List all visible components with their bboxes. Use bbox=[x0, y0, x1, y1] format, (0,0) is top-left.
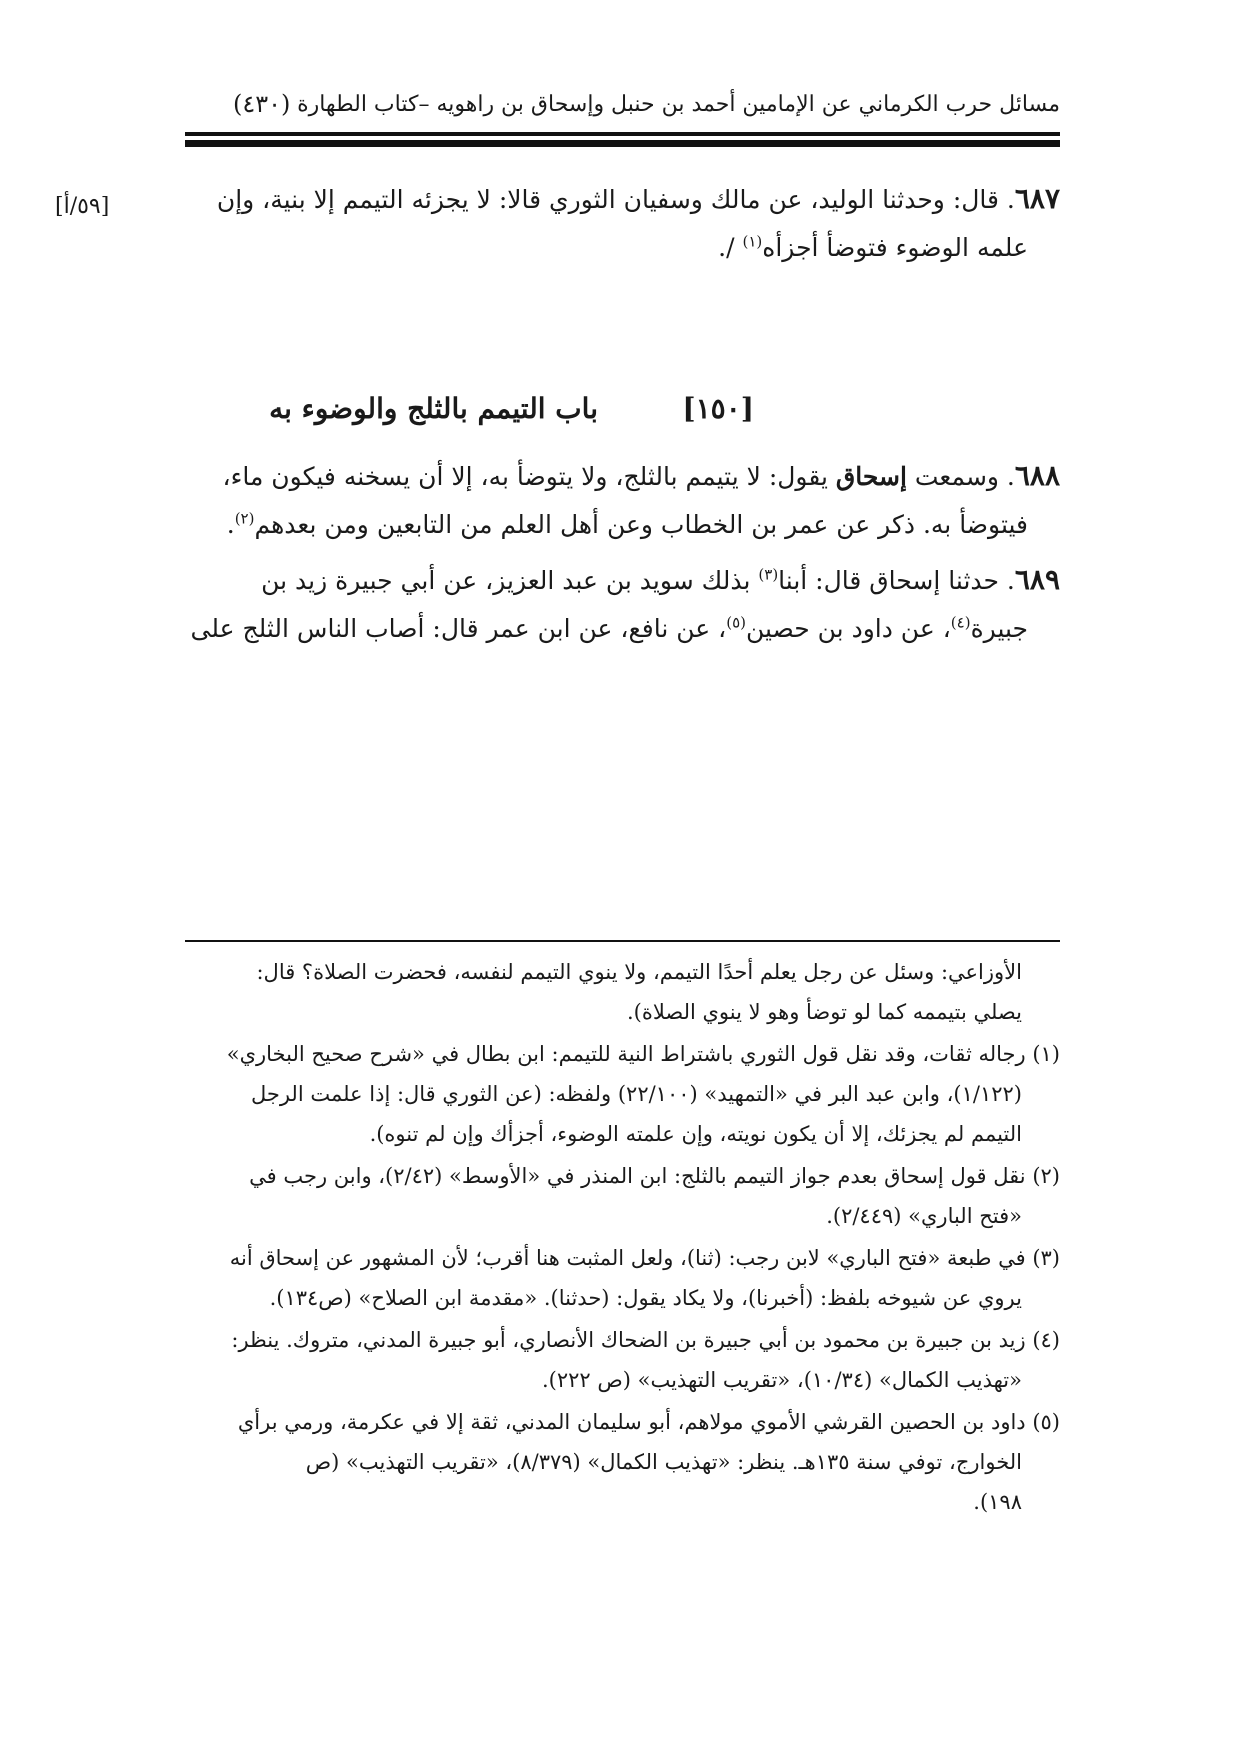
bold-name: إسحاق bbox=[835, 462, 907, 491]
paragraph-687 bbox=[185, 175, 1060, 272]
paragraph-687-line-2: علمه الوضوء فتوضأ أجزأه$^{(١)}$ /. bbox=[718, 232, 1028, 262]
paragraph-688 bbox=[185, 452, 1060, 549]
footnote-5: (٥) داود بن الحصين القرشي الأموي مولاهم، أبو سليمان المدني، ثقة إلا في عكرمة، ورمي برأي الخوارج، توفي سنة ١٣٥هـ. ينظر: «تهذيب الكمال» (٨/٣٧٩)، «تقريب التهذيب» (ص ١٩٨). bbox=[237, 1410, 1060, 1514]
paragraph-688-line-2: فيتوضأ به. ذكر عن عمر بن الخطاب وعن أهل العلم من التابعين ومن بعدهم$^{(٢)}$. bbox=[226, 509, 1028, 539]
footnote-ref-4: (٤) bbox=[950, 613, 971, 632]
running-header bbox=[185, 88, 1060, 128]
page-number: (٤٣٠) bbox=[233, 90, 291, 118]
footnote-continuation: الأوزاعي: وسئل عن رجل يعلم أحدًا التيمم، ولا ينوي التيمم لنفسه، فحضرت الصلاة؟ قال: يصلي بتيممه كما لو توضأ وهو لا ينوي الصلاة). bbox=[256, 960, 1022, 1024]
footnote-ref-3: (٣) bbox=[758, 565, 779, 584]
paragraph-number: ٦٨٧ bbox=[1014, 182, 1060, 215]
paragraph-number: ٦٨٨ bbox=[1014, 459, 1060, 492]
footnote-3: (٣) في طبعة «فتح الباري» لابن رجب: (ثنا)، ولعل المثبت هنا أقرب؛ لأن المشهور عن إسحاق أنه يروي عن شيوخه بلفظ: (أخبرنا)، ولا يكاد يقول: (حدثنا). «مقدمة ابن الصلاح» (ص١٣٤). bbox=[229, 1246, 1060, 1310]
chapter-number: [١٥٠] bbox=[682, 392, 754, 425]
footnote-ref-1: (١) bbox=[742, 232, 763, 251]
footnote-4: (٤) زيد بن جبيرة بن محمود بن أبي جبيرة بن الضحاك الأنصاري، أبو جبيرة المدني، متروك. ينظر: «تهذيب الكمال» (١٠/٣٤)، «تقريب التهذيب» (ص ٢٢٢). bbox=[231, 1328, 1060, 1392]
paragraph-689-line-2: جبيرة$^{(٤)}$، عن داود بن حصين$^{(٥)}$، عن نافع، عن ابن عمر قال: أصاب الناس الثلج على bbox=[190, 613, 1028, 643]
header-rule-thick bbox=[185, 140, 1060, 147]
chapter-heading bbox=[185, 392, 1060, 442]
paragraph-689-line-1: ٦٨٩. حدثنا إسحاق قال: أبنا$^{(٣)}$ بذلك سويد بن عبد العزيز، عن أبي جبيرة زيد بن bbox=[261, 563, 1060, 596]
footnote-separator bbox=[185, 940, 1060, 942]
chapter-title: باب التيمم بالثلج والوضوء به bbox=[269, 392, 598, 425]
footnote-ref-5: (٥) bbox=[726, 613, 746, 632]
paragraph-687-line-1: ٦٨٧. قال: وحدثنا الوليد، عن مالك وسفيان الثوري قالا: لا يجزئه التيمم إلا بنية، وإن bbox=[216, 182, 1060, 215]
manuscript-folio-ref: [٥٩/أ] bbox=[55, 194, 110, 219]
paragraph-688-line-1: ٦٨٨. وسمعت إسحاق يقول: لا يتيمم بالثلج، ولا يتوضأ به، إلا أن يسخنه فيكون ماء، bbox=[222, 459, 1060, 492]
footnote-1: (١) رجاله ثقات، وقد نقل قول الثوري باشتراط النية للتيمم: ابن بطال في «شرح صحيح البخاري» (١/١٢٢)، وابن عبد البر في «التمهيد» (٢٢/١٠٠) ولفظه: (عن الثوري قال: إذا علمت الرجل التيمم لم يجزئك، إلا أن يكون نويته، وإن علمته الوضوء، أجزأك وإن لم تنوه). bbox=[226, 1042, 1060, 1146]
header-title: مسائل حرب الكرماني عن الإمامين أحمد بن حنبل وإسحاق بن راهويه –كتاب الطهارة bbox=[297, 92, 1060, 117]
footnote-ref-2: (٢) bbox=[234, 509, 255, 528]
paragraph-689 bbox=[185, 556, 1060, 653]
footnote-2: (٢) نقل قول إسحاق بعدم جواز التيمم بالثلج: ابن المنذر في «الأوسط» (٢/٤٢)، وابن رجب في «فتح الباري» (٢/٤٤٩). bbox=[249, 1164, 1060, 1228]
paragraph-number: ٦٨٩ bbox=[1014, 563, 1060, 596]
header-rule-thin bbox=[185, 132, 1060, 136]
